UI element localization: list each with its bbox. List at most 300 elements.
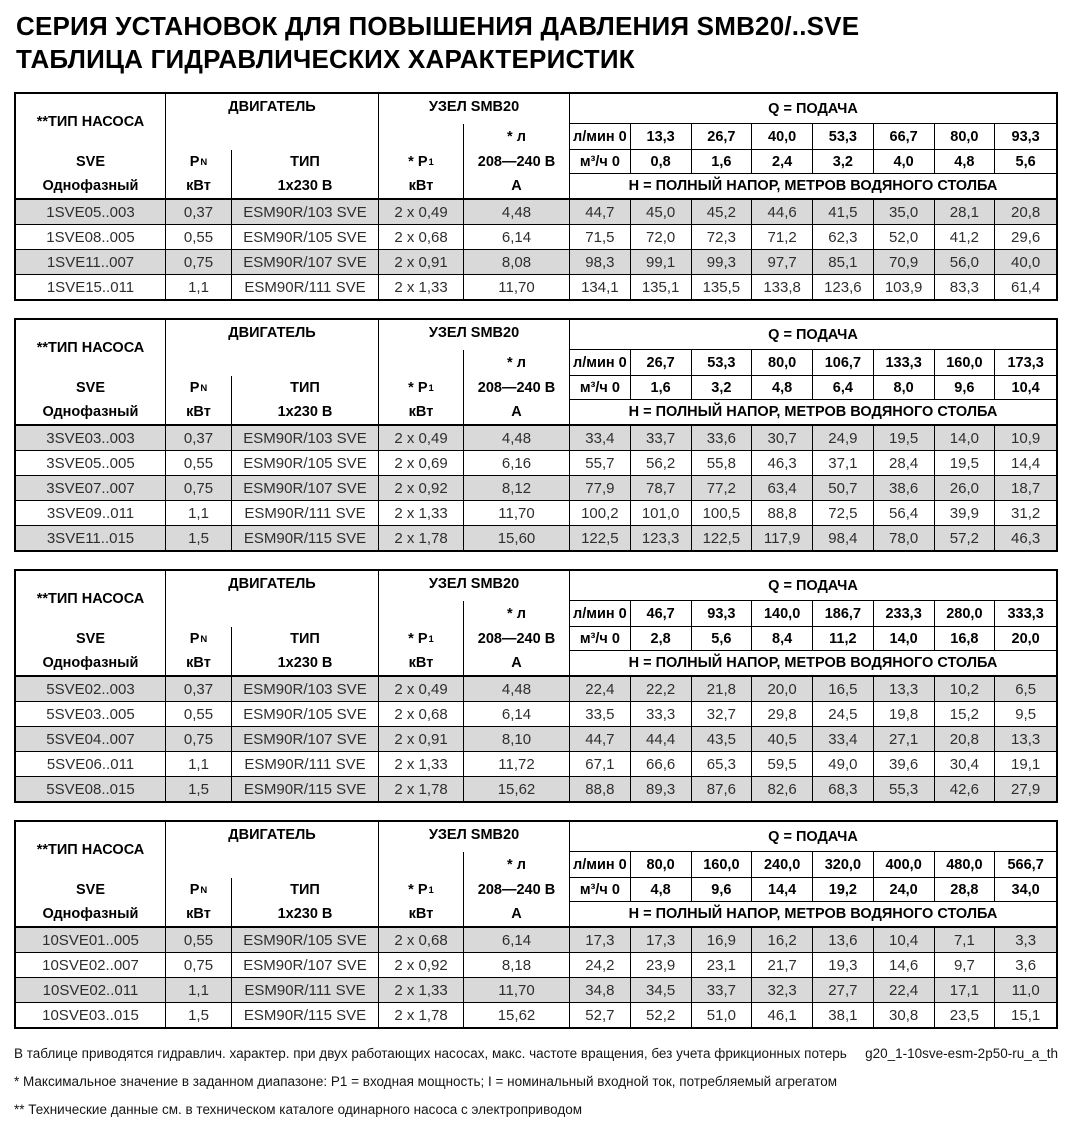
cell-current: 4,48 xyxy=(464,200,570,224)
cell-current: 11,70 xyxy=(464,275,570,299)
cell-current: 11,70 xyxy=(464,501,570,525)
cell-head-value: 19,3 xyxy=(813,953,874,977)
kw-unit-label: кВт xyxy=(379,400,464,424)
current-header: * л xyxy=(464,350,570,376)
cell-current: 11,72 xyxy=(464,752,570,776)
table-row xyxy=(16,677,1056,701)
q-group-header: Q = ПОДАЧА xyxy=(570,571,1056,601)
cell-current: 8,08 xyxy=(464,250,570,274)
cell-input-power: 2 x 1,33 xyxy=(379,978,464,1002)
cell-input-power: 2 x 0,68 xyxy=(379,928,464,952)
p1-label: * P xyxy=(408,631,428,648)
cell-motor-type: ESM90R/105 SVE xyxy=(232,225,379,249)
cell-current: 15,62 xyxy=(464,777,570,801)
pump-table-4 xyxy=(14,820,1058,1029)
single-phase-header: Однофазный xyxy=(16,400,166,424)
sve-header: SVE xyxy=(16,376,166,400)
cell-input-power: 2 x 0,91 xyxy=(379,250,464,274)
table-row xyxy=(16,952,1056,977)
cell-head-value: 46,3 xyxy=(752,451,813,475)
cell-head-value: 59,5 xyxy=(752,752,813,776)
cell-head-value: 78,7 xyxy=(631,476,692,500)
cell-head-value: 33,5 xyxy=(570,702,631,726)
flow-lmin-value: 26,7 xyxy=(692,124,753,150)
voltage-label: 1x230 В xyxy=(232,400,379,424)
flow-m3h-value: 1,6 xyxy=(692,150,753,174)
pn-subscript: N xyxy=(200,382,208,394)
motor-group-header: ДВИГАТЕЛЬ xyxy=(166,822,379,878)
flow-lmin-value: 233,3 xyxy=(874,601,935,627)
cell-head-value: 23,5 xyxy=(935,1003,996,1027)
cell-head-value: 52,2 xyxy=(631,1003,692,1027)
cell-current: 11,70 xyxy=(464,978,570,1002)
pn-header xyxy=(166,150,232,174)
kw-unit-label: кВт xyxy=(379,174,464,198)
table-row xyxy=(16,701,1056,726)
cell-head-value: 45,0 xyxy=(631,200,692,224)
flow-m3h-value: 5,6 xyxy=(995,150,1056,174)
cell-pump-model: 5SVE06..011 xyxy=(16,752,166,776)
cell-head-value: 82,6 xyxy=(752,777,813,801)
cell-pump-model: 5SVE08..015 xyxy=(16,777,166,801)
motor-group-header: ДВИГАТЕЛЬ xyxy=(166,571,379,627)
flow-lmin-value: 333,3 xyxy=(995,601,1056,627)
kw-unit-label: кВт xyxy=(166,902,232,926)
cell-head-value: 29,6 xyxy=(1011,228,1041,246)
cell-head-value: 14,6 xyxy=(874,953,935,977)
cell-head-value: 77,2 xyxy=(692,476,753,500)
table-row xyxy=(16,1002,1056,1027)
pump-type-header: **ТИП НАСОСА xyxy=(16,320,166,376)
cell-motor-type: ESM90R/115 SVE xyxy=(232,1003,379,1027)
cell-head-value: 61,4 xyxy=(1011,278,1041,296)
flow-lmin-value: 160,0 xyxy=(692,852,753,878)
flow-lmin-value: 106,7 xyxy=(813,350,874,376)
cell-head-value: 14,4 xyxy=(1011,454,1041,472)
page-title-line1: СЕРИЯ УСТАНОВОК ДЛЯ ПОВЫШЕНИЯ ДАВЛЕНИЯ SMB20/..SVE xyxy=(16,11,860,41)
flow-m3h-value: 6,4 xyxy=(813,376,874,400)
table-row xyxy=(16,200,1056,224)
cell-head-value: 97,7 xyxy=(752,250,813,274)
table-header xyxy=(16,94,1056,200)
cell-head-value: 21,8 xyxy=(692,677,753,701)
cell-input-power: 2 x 1,33 xyxy=(379,275,464,299)
cell-motor-type: ESM90R/105 SVE xyxy=(232,928,379,952)
flow-lmin-value: 93,3 xyxy=(692,601,753,627)
cell-pump-model: 10SVE03..015 xyxy=(16,1003,166,1027)
cell-head-value: 103,9 xyxy=(874,275,935,299)
table-header xyxy=(16,571,1056,677)
tables-container xyxy=(14,92,1058,1029)
cell-head-value: 44,7 xyxy=(570,200,631,224)
cell-head-value: 41,2 xyxy=(935,225,996,249)
cell-head-value: 20,8 xyxy=(935,727,996,751)
cell-head-value: 15,2 xyxy=(935,702,996,726)
cell-head-value: 35,0 xyxy=(874,200,935,224)
cell-input-power: 2 x 0,68 xyxy=(379,702,464,726)
table-row xyxy=(16,726,1056,751)
cell-head-value: 34,5 xyxy=(631,978,692,1002)
cell-head-value: 57,2 xyxy=(935,526,996,550)
smb20-group-header: УЗЕЛ SMB20 xyxy=(379,320,570,350)
cell-pump-model: 5SVE02..003 xyxy=(16,677,166,701)
q-group-header: Q = ПОДАЧА xyxy=(570,94,1056,124)
flow-m3h-value: 2,4 xyxy=(752,150,813,174)
cell-head-value: 46,3 xyxy=(1011,529,1041,547)
cell-head-value: 68,3 xyxy=(813,777,874,801)
p1-header xyxy=(379,627,464,651)
cell-head-value: 44,6 xyxy=(752,200,813,224)
cell-head-value: 55,7 xyxy=(570,451,631,475)
flow-lmin-value: 320,0 xyxy=(813,852,874,878)
cell-head-value: 135,1 xyxy=(631,275,692,299)
pn-header xyxy=(166,627,232,651)
p1-subscript: 1 xyxy=(428,884,434,896)
cell-head-value: 24,2 xyxy=(570,953,631,977)
cell-head-value: 56,2 xyxy=(631,451,692,475)
cell-head-value: 11,0 xyxy=(1011,981,1040,999)
table-row xyxy=(16,475,1056,500)
cell-input-power: 2 x 1,78 xyxy=(379,1003,464,1027)
m3h-zero-header: м³/ч 0 xyxy=(570,150,631,174)
table-body xyxy=(16,200,1056,299)
cell-head-value: 89,3 xyxy=(631,777,692,801)
flow-lmin-value: 93,3 xyxy=(995,124,1056,150)
cell-head-value: 33,6 xyxy=(692,426,753,450)
flow-lmin-value: 566,7 xyxy=(995,852,1056,878)
cell-rated-power: 0,55 xyxy=(166,928,232,952)
cell-head-value: 85,1 xyxy=(813,250,874,274)
cell-motor-type: ESM90R/115 SVE xyxy=(232,526,379,550)
cell-head-value: 62,3 xyxy=(813,225,874,249)
spacer-cell xyxy=(379,601,464,627)
cell-head-value: 18,7 xyxy=(1011,479,1041,497)
flow-m3h-value: 3,2 xyxy=(813,150,874,174)
cell-head-value: 122,5 xyxy=(570,526,631,550)
cell-rated-power: 0,75 xyxy=(166,250,232,274)
cell-current: 4,48 xyxy=(464,677,570,701)
cell-head-value: 135,5 xyxy=(692,275,753,299)
cell-head-value: 78,0 xyxy=(874,526,935,550)
flow-m3h-value: 2,8 xyxy=(631,627,692,651)
footer xyxy=(14,1046,1058,1117)
flow-m3h-value: 11,2 xyxy=(813,627,874,651)
motor-type-header: ТИП xyxy=(232,150,379,174)
q-group-header: Q = ПОДАЧА xyxy=(570,822,1056,852)
cell-head-value: 87,6 xyxy=(692,777,753,801)
pn-label: P xyxy=(189,154,200,171)
p1-header xyxy=(379,878,464,902)
cell-head-value: 10,9 xyxy=(1011,429,1041,447)
cell-rated-power: 1,1 xyxy=(166,752,232,776)
cell-motor-type: ESM90R/111 SVE xyxy=(232,752,379,776)
cell-rated-power: 0,55 xyxy=(166,225,232,249)
motor-group-header: ДВИГАТЕЛЬ xyxy=(166,94,379,150)
table-row xyxy=(16,500,1056,525)
cell-head-value: 52,0 xyxy=(874,225,935,249)
cell-head-value: 38,6 xyxy=(874,476,935,500)
ampere-unit-label: А xyxy=(464,400,570,424)
table-row xyxy=(16,751,1056,776)
cell-head-value: 28,1 xyxy=(935,200,996,224)
kw-unit-label: кВт xyxy=(166,400,232,424)
cell-head-value: 66,6 xyxy=(631,752,692,776)
cell-rated-power: 0,37 xyxy=(166,677,232,701)
kw-unit-label: кВт xyxy=(166,651,232,675)
flow-m3h-value: 14,0 xyxy=(874,627,935,651)
kw-unit-label: кВт xyxy=(166,174,232,198)
cell-head-value: 133,8 xyxy=(752,275,813,299)
cell-rated-power: 1,1 xyxy=(166,501,232,525)
pump-type-header: **ТИП НАСОСА xyxy=(16,94,166,150)
cell-head-value: 70,9 xyxy=(874,250,935,274)
cell-pump-model: 3SVE11..015 xyxy=(16,526,166,550)
cell-head-value: 43,5 xyxy=(692,727,753,751)
head-definition-header: Н = ПОЛНЫЙ НАПОР, МЕТРОВ ВОДЯНОГО СТОЛБА xyxy=(628,655,998,672)
cell-input-power: 2 x 0,49 xyxy=(379,426,464,450)
p1-label: * P xyxy=(408,882,428,899)
lmin-zero-header: л/мин 0 xyxy=(570,852,631,878)
kw-unit-label: кВт xyxy=(379,651,464,675)
flow-m3h-value: 0,8 xyxy=(631,150,692,174)
cell-motor-type: ESM90R/115 SVE xyxy=(232,777,379,801)
voltage-label: 1x230 В xyxy=(232,902,379,926)
flow-lmin-value: 186,7 xyxy=(813,601,874,627)
cell-motor-type: ESM90R/103 SVE xyxy=(232,677,379,701)
cell-head-value: 99,3 xyxy=(692,250,753,274)
flow-m3h-value: 16,8 xyxy=(935,627,996,651)
cell-head-value: 19,5 xyxy=(874,426,935,450)
cell-head-value: 45,2 xyxy=(692,200,753,224)
cell-head-value: 9,5 xyxy=(1015,705,1037,723)
flow-m3h-value: 9,6 xyxy=(692,878,753,902)
cell-head-value: 28,4 xyxy=(874,451,935,475)
cell-head-value: 13,6 xyxy=(813,928,874,952)
single-phase-header: Однофазный xyxy=(16,651,166,675)
flow-lmin-value: 80,0 xyxy=(752,350,813,376)
cell-current: 6,14 xyxy=(464,225,570,249)
sve-header: SVE xyxy=(16,150,166,174)
lmin-zero-header: л/мин 0 xyxy=(570,124,631,150)
flow-lmin-value: 26,7 xyxy=(631,350,692,376)
cell-input-power: 2 x 0,92 xyxy=(379,953,464,977)
cell-head-value: 16,9 xyxy=(692,928,753,952)
cell-pump-model: 1SVE05..003 xyxy=(16,200,166,224)
cell-rated-power: 0,75 xyxy=(166,953,232,977)
spacer-cell xyxy=(379,350,464,376)
cell-head-value: 72,3 xyxy=(692,225,753,249)
head-definition-header: Н = ПОЛНЫЙ НАПОР, МЕТРОВ ВОДЯНОГО СТОЛБА xyxy=(628,178,998,195)
cell-pump-model: 10SVE01..005 xyxy=(16,928,166,952)
cell-pump-model: 3SVE07..007 xyxy=(16,476,166,500)
table-row xyxy=(16,525,1056,550)
cell-input-power: 2 x 0,68 xyxy=(379,225,464,249)
cell-head-value: 67,1 xyxy=(570,752,631,776)
flow-lmin-value: 240,0 xyxy=(752,852,813,878)
cell-motor-type: ESM90R/105 SVE xyxy=(232,702,379,726)
cell-head-value: 13,3 xyxy=(1011,730,1041,748)
cell-motor-type: ESM90R/105 SVE xyxy=(232,451,379,475)
cell-motor-type: ESM90R/111 SVE xyxy=(232,978,379,1002)
current-header: * л xyxy=(464,852,570,878)
table-row xyxy=(16,450,1056,475)
cell-pump-model: 10SVE02..007 xyxy=(16,953,166,977)
cell-pump-model: 5SVE03..005 xyxy=(16,702,166,726)
cell-head-value: 30,7 xyxy=(752,426,813,450)
cell-head-value: 19,5 xyxy=(935,451,996,475)
cell-head-value: 27,9 xyxy=(1011,780,1041,798)
cell-head-value: 20,0 xyxy=(752,677,813,701)
pump-type-header: **ТИП НАСОСА xyxy=(16,822,166,878)
cell-pump-model: 10SVE02..011 xyxy=(16,978,166,1002)
flow-lmin-value: 173,3 xyxy=(995,350,1056,376)
footer-main-row xyxy=(14,1046,1058,1061)
cell-head-value: 52,7 xyxy=(570,1003,631,1027)
cell-head-value: 55,8 xyxy=(692,451,753,475)
footnote-main: В таблице приводятся гидравлич. характер. при двух работающих насосах, макс. частоте вращения, без учета фрикционных потерь xyxy=(14,1046,847,1062)
cell-motor-type: ESM90R/103 SVE xyxy=(232,426,379,450)
p1-header xyxy=(379,376,464,400)
cell-current: 15,62 xyxy=(464,1003,570,1027)
cell-head-value: 19,1 xyxy=(1011,755,1041,773)
cell-pump-model: 1SVE08..005 xyxy=(16,225,166,249)
cell-head-value: 16,5 xyxy=(813,677,874,701)
cell-pump-model: 5SVE04..007 xyxy=(16,727,166,751)
flow-lmin-value: 80,0 xyxy=(631,852,692,878)
cell-head-value: 21,7 xyxy=(752,953,813,977)
flow-m3h-value: 4,8 xyxy=(631,878,692,902)
cell-current: 8,18 xyxy=(464,953,570,977)
cell-head-value: 19,8 xyxy=(874,702,935,726)
cell-current: 4,48 xyxy=(464,426,570,450)
pn-subscript: N xyxy=(200,633,208,645)
cell-head-value: 56,0 xyxy=(935,250,996,274)
cell-head-value: 33,7 xyxy=(692,978,753,1002)
cell-head-value: 22,4 xyxy=(874,978,935,1002)
cell-head-value: 122,5 xyxy=(692,526,753,550)
cell-head-value: 44,4 xyxy=(631,727,692,751)
cell-pump-model: 3SVE05..005 xyxy=(16,451,166,475)
flow-lmin-value: 40,0 xyxy=(752,124,813,150)
smb20-group-header: УЗЕЛ SMB20 xyxy=(379,571,570,601)
m3h-zero-header: м³/ч 0 xyxy=(570,878,631,902)
table-row xyxy=(16,274,1056,299)
footnote-double-asterisk: ** Технические данные см. в техническом каталоге одинарного насоса с электроприводом xyxy=(14,1102,582,1118)
flow-m3h-value: 10,4 xyxy=(995,376,1056,400)
cell-head-value: 117,9 xyxy=(752,526,813,550)
flow-m3h-value: 34,0 xyxy=(995,878,1056,902)
smb20-group-header: УЗЕЛ SMB20 xyxy=(379,822,570,852)
cell-rated-power: 0,75 xyxy=(166,727,232,751)
table-body xyxy=(16,677,1056,801)
cell-head-value: 71,2 xyxy=(752,225,813,249)
lmin-zero-header: л/мин 0 xyxy=(570,350,631,376)
table-header xyxy=(16,320,1056,426)
pump-table-2 xyxy=(14,318,1058,552)
cell-head-value: 72,5 xyxy=(813,501,874,525)
table-row xyxy=(16,928,1056,952)
table-row xyxy=(16,224,1056,249)
page-title xyxy=(16,10,1058,76)
cell-head-value: 40,5 xyxy=(752,727,813,751)
flow-m3h-value: 5,6 xyxy=(692,627,753,651)
voltage-range-header: 208—240 В xyxy=(464,150,570,174)
cell-input-power: 2 x 0,49 xyxy=(379,677,464,701)
table-header xyxy=(16,822,1056,928)
cell-current: 15,60 xyxy=(464,526,570,550)
cell-head-value: 38,1 xyxy=(813,1003,874,1027)
kw-unit-label: кВт xyxy=(379,902,464,926)
cell-current: 6,14 xyxy=(464,702,570,726)
flow-m3h-value: 4,8 xyxy=(935,150,996,174)
cell-head-value: 100,2 xyxy=(570,501,631,525)
cell-pump-model: 1SVE15..011 xyxy=(16,275,166,299)
cell-rated-power: 0,55 xyxy=(166,702,232,726)
cell-head-value: 83,3 xyxy=(935,275,996,299)
voltage-label: 1x230 В xyxy=(232,174,379,198)
cell-head-value: 33,7 xyxy=(631,426,692,450)
cell-head-value: 34,8 xyxy=(570,978,631,1002)
p1-label: * P xyxy=(408,154,428,171)
single-phase-header: Однофазный xyxy=(16,174,166,198)
cell-head-value: 46,1 xyxy=(752,1003,813,1027)
motor-group-header: ДВИГАТЕЛЬ xyxy=(166,320,379,376)
cell-head-value: 24,9 xyxy=(813,426,874,450)
cell-head-value: 88,8 xyxy=(752,501,813,525)
cell-head-value: 44,7 xyxy=(570,727,631,751)
flow-lmin-value: 66,7 xyxy=(874,124,935,150)
cell-head-value: 24,5 xyxy=(813,702,874,726)
cell-rated-power: 1,5 xyxy=(166,526,232,550)
table-body xyxy=(16,928,1056,1027)
sve-header: SVE xyxy=(16,627,166,651)
cell-motor-type: ESM90R/107 SVE xyxy=(232,953,379,977)
voltage-range-header: 208—240 В xyxy=(464,878,570,902)
cell-rated-power: 1,5 xyxy=(166,1003,232,1027)
cell-head-value: 98,3 xyxy=(570,250,631,274)
flow-m3h-value: 8,4 xyxy=(752,627,813,651)
cell-head-value: 7,1 xyxy=(935,928,996,952)
flow-lmin-value: 400,0 xyxy=(874,852,935,878)
flow-m3h-value: 24,0 xyxy=(874,878,935,902)
cell-head-value: 98,4 xyxy=(813,526,874,550)
table-row xyxy=(16,776,1056,801)
cell-head-value: 20,8 xyxy=(1011,203,1041,221)
current-header: * л xyxy=(464,124,570,150)
cell-head-value: 51,0 xyxy=(692,1003,753,1027)
cell-head-value: 37,1 xyxy=(813,451,874,475)
cell-head-value: 71,5 xyxy=(570,225,631,249)
motor-type-header: ТИП xyxy=(232,878,379,902)
pump-table-1 xyxy=(14,92,1058,301)
cell-head-value: 13,3 xyxy=(874,677,935,701)
cell-head-value: 3,3 xyxy=(1015,931,1037,949)
cell-head-value: 3,6 xyxy=(1015,956,1037,974)
p1-subscript: 1 xyxy=(428,633,434,645)
cell-head-value: 17,3 xyxy=(570,928,631,952)
cell-rated-power: 1,1 xyxy=(166,978,232,1002)
table-row xyxy=(16,426,1056,450)
cell-motor-type: ESM90R/107 SVE xyxy=(232,476,379,500)
pn-header xyxy=(166,376,232,400)
cell-head-value: 26,0 xyxy=(935,476,996,500)
cell-head-value: 41,5 xyxy=(813,200,874,224)
current-header: * л xyxy=(464,601,570,627)
cell-head-value: 100,5 xyxy=(692,501,753,525)
cell-rated-power: 1,5 xyxy=(166,777,232,801)
cell-head-value: 99,1 xyxy=(631,250,692,274)
cell-pump-model: 1SVE11..007 xyxy=(16,250,166,274)
